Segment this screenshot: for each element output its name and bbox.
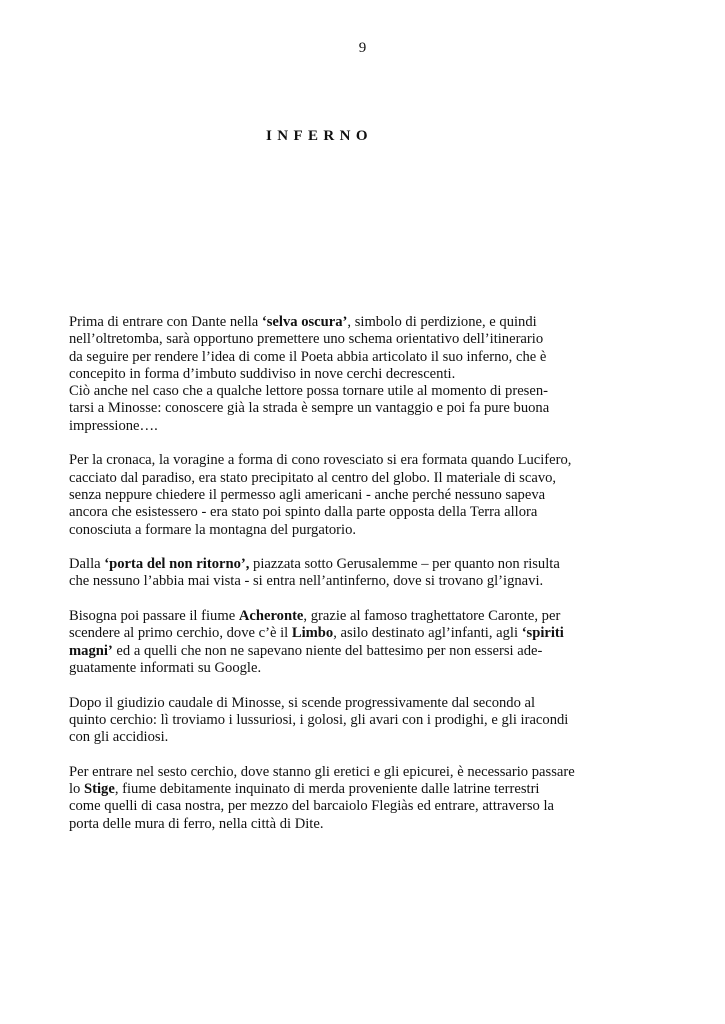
text-line [69, 573, 589, 590]
text-segment: Bisogna poi passare il fiume [69, 608, 239, 625]
paragraph [69, 608, 589, 677]
text-segment: tarsi a Minosse: conoscere già la strada è sempre un vantaggio e poi fa pure buona [69, 400, 550, 417]
text-line [69, 418, 589, 435]
text-segment: porta delle mura di ferro, nella città di Dite. [69, 815, 324, 832]
text-segment: cacciato dal paradiso, era stato precipitato al centro del globo. Il materiale di scavo, [69, 469, 557, 486]
text-line [69, 487, 589, 504]
text-segment: impressione…. [69, 417, 158, 434]
text-segment: guatamente informati su Google. [69, 659, 262, 676]
text-segment: , grazie al famoso traghettatore Caronte, per [303, 608, 561, 625]
body-text [69, 314, 589, 850]
text-segment: con gli accidiosi. [69, 729, 169, 746]
text-segment: senza neppure chiedere il permesso agli americani - anche perché nessuno sapeva [69, 486, 546, 503]
bold-text: ‘porta del non ritorno’, [104, 556, 250, 573]
text-segment: come quelli di casa nostra, per mezzo del barcaiolo Flegiàs ed entrare, attraverso la [69, 798, 555, 815]
text-segment: ed a quelli che non ne sapevano niente del battesimo per non essersi ade- [112, 642, 543, 659]
text-segment: Per la cronaca, la voragine a forma di cono rovesciato si era formata quando Lucifero, [69, 452, 572, 469]
text-line [69, 764, 589, 781]
bold-text: Limbo [291, 625, 334, 642]
text-line [69, 816, 589, 833]
text-segment: , simbolo di perdizione, e quindi [347, 314, 537, 330]
text-line [69, 383, 589, 400]
bold-text: Acheronte [238, 608, 304, 625]
text-segment: lo [69, 781, 84, 798]
text-line [69, 504, 589, 521]
text-line [69, 625, 589, 642]
page-number: 9 [358, 40, 367, 56]
text-segment: piazzata sotto Gerusalemme – per quanto non risulta [249, 556, 560, 573]
text-line [69, 470, 589, 487]
paragraph [69, 314, 589, 435]
text-line [69, 712, 589, 729]
page-title: INFERNO [266, 128, 373, 144]
text-line [69, 608, 589, 625]
text-line [69, 556, 589, 573]
text-segment: concepito in forma d’imbuto suddiviso in nove cerchi decrescenti. [69, 365, 456, 382]
text-line [69, 452, 589, 469]
text-segment: scendere al primo cerchio, dove c’è il [69, 625, 292, 642]
text-line [69, 695, 589, 712]
text-segment: Dalla [69, 556, 105, 573]
text-segment: , fiume debitamente inquinato di merda proveniente dalle latrine terrestri [114, 781, 540, 798]
text-segment: quinto cerchio: lì troviamo i lussuriosi, i golosi, gli avari con i prodighi, e gli iracondi [69, 711, 569, 728]
text-segment: conosciuta a formare la montagna del purgatorio. [69, 521, 357, 538]
text-line [69, 798, 589, 815]
text-segment: Dopo il giudizio caudale di Minosse, si scende progressivamente dal secondo al [69, 694, 536, 711]
text-line [69, 729, 589, 746]
text-segment: da seguire per rendere l’idea di come il Poeta abbia articolato il suo inferno, che è [69, 348, 547, 365]
text-segment: nell’oltretomba, sarà opportuno premettere uno schema orientativo dell’itinerario [69, 331, 544, 348]
text-line [69, 331, 589, 348]
text-segment: , asilo destinato agl’infanti, agli [333, 625, 522, 642]
text-segment: Ciò anche nel caso che a qualche lettore possa tornare utile al momento di presen- [69, 383, 548, 400]
text-segment: Prima di entrare con Dante nella [69, 314, 262, 330]
paragraph [69, 764, 589, 833]
text-line [69, 643, 589, 660]
bold-text: magni’ [69, 642, 113, 659]
text-line [69, 400, 589, 417]
text-segment: che nessuno l’abbia mai vista - si entra nell’antinferno, dove si trovano gl’ignavi. [69, 573, 544, 590]
text-line [69, 349, 589, 366]
text-line [69, 314, 589, 331]
text-segment: Per entrare nel sesto cerchio, dove stanno gli eretici e gli epicurei, è necessario passare [69, 763, 575, 780]
text-line [69, 522, 589, 539]
text-line [69, 660, 589, 677]
text-line [69, 366, 589, 383]
paragraph [69, 452, 589, 538]
text-segment: ancora che esistessero - era stato poi spinto dalla parte opposta della Terra allora [69, 504, 538, 521]
text-line [69, 781, 589, 798]
paragraph [69, 556, 589, 591]
bold-text: ‘selva oscura’ [261, 314, 348, 330]
bold-text: ‘spiriti [521, 625, 564, 642]
bold-text: Stige [84, 781, 115, 798]
paragraph [69, 695, 589, 747]
